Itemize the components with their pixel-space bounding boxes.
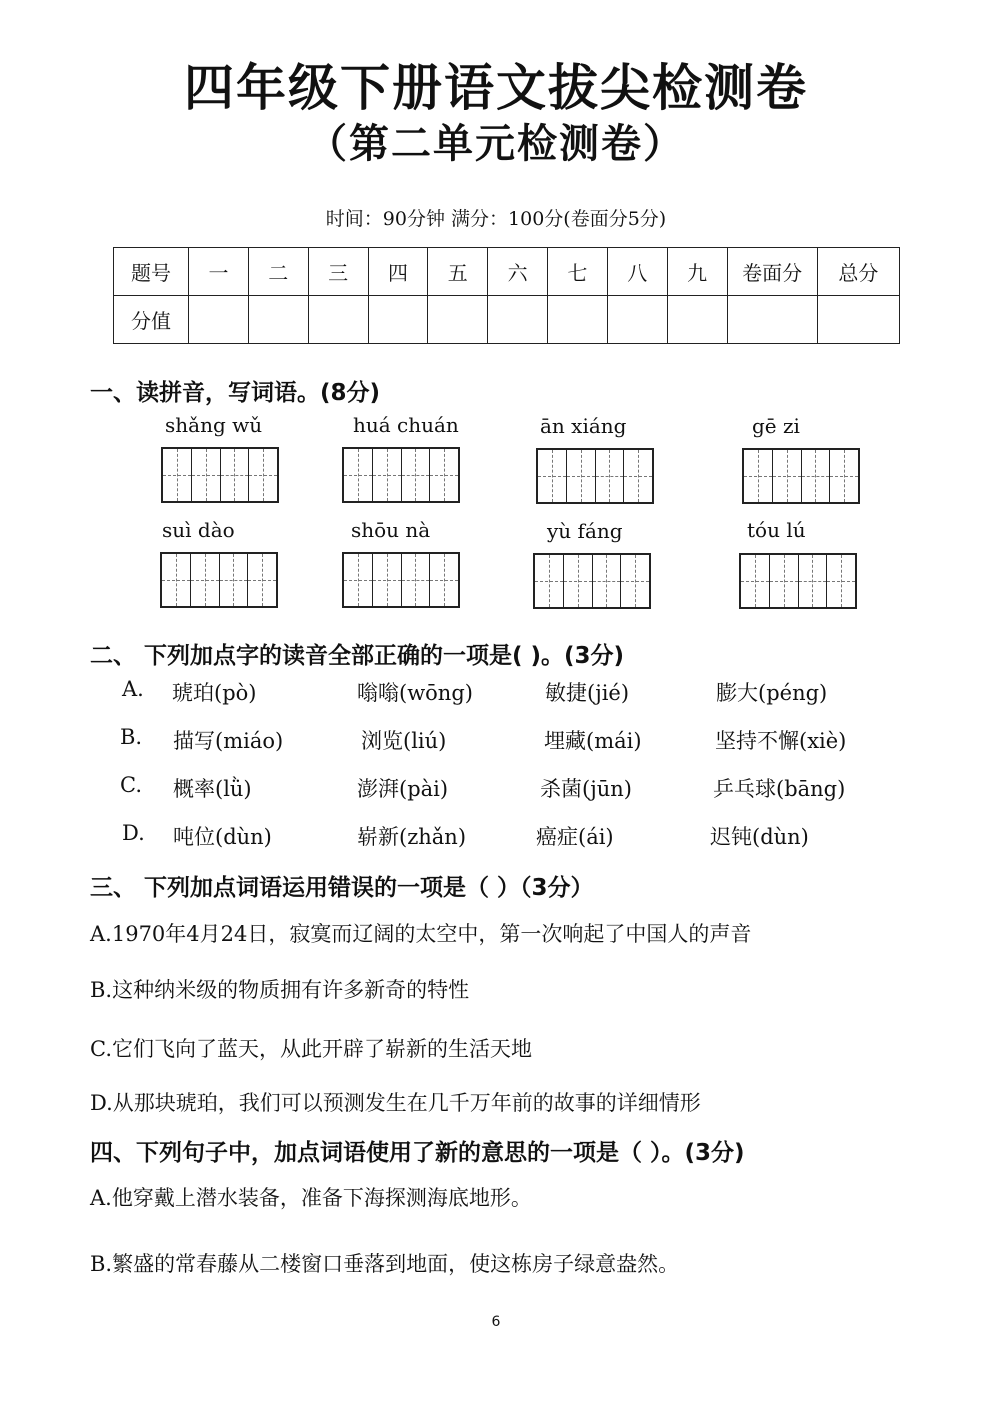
q1-heading: 一、读拼音，写词语。(8分) bbox=[90, 380, 381, 406]
score-table-col: 四 bbox=[368, 248, 428, 296]
score-table-header-row bbox=[114, 248, 900, 296]
q3-option: B.这种纳米级的物质拥有许多新奇的特性 bbox=[90, 978, 470, 1002]
q2-option-label: B. bbox=[120, 725, 143, 749]
q2-option-item: 敏捷(jié) bbox=[545, 681, 630, 705]
page-title: 四年级下册语文拔尖检测卷 bbox=[184, 59, 808, 117]
score-table-col: 六 bbox=[488, 248, 548, 296]
q2-option-item: 琥珀(pò) bbox=[172, 681, 257, 705]
score-table-col: 一 bbox=[189, 248, 249, 296]
q2-option-item: 嗡嗡(wōng) bbox=[357, 681, 473, 705]
score-cell[interactable] bbox=[548, 296, 608, 344]
q2-option-item: 崭新(zhǎn) bbox=[357, 825, 467, 849]
q2-option-item: 概率(lǜ) bbox=[173, 777, 252, 801]
score-table-col: 总分 bbox=[817, 248, 899, 296]
score-table-col: 八 bbox=[607, 248, 667, 296]
pinyin-label: yù fáng bbox=[547, 519, 623, 543]
score-table-col: 二 bbox=[248, 248, 308, 296]
score-cell[interactable] bbox=[727, 296, 817, 344]
q2-option-item: 澎湃(pài) bbox=[357, 777, 449, 801]
q2-option-label: A. bbox=[122, 677, 144, 701]
q2-option-item: 乒乓球(bāng) bbox=[713, 777, 846, 801]
page-subtitle: （第二单元检测卷） bbox=[307, 121, 685, 167]
writing-grid[interactable] bbox=[742, 448, 860, 504]
q3-option: A.1970年4月24日，寂寞而辽阔的太空中，第一次响起了中国人的声音 bbox=[90, 922, 752, 946]
score-table-col: 九 bbox=[667, 248, 727, 296]
page-number: 6 bbox=[491, 1314, 501, 1330]
score-cell[interactable] bbox=[189, 296, 249, 344]
q3-heading: 三、 下列加点词语运用错误的一项是（ ）（3分） bbox=[90, 875, 594, 901]
score-table-label: 分值 bbox=[114, 296, 189, 344]
score-cell[interactable] bbox=[607, 296, 667, 344]
score-table-label: 题号 bbox=[114, 248, 189, 296]
pinyin-label: shǎng wǔ bbox=[165, 413, 263, 437]
pinyin-label: suì dào bbox=[162, 518, 235, 542]
q2-option-item: 杀菌(jūn) bbox=[540, 777, 632, 801]
q2-option-label: C. bbox=[120, 773, 142, 797]
q2-option-item: 描写(miáo) bbox=[173, 729, 284, 753]
writing-grid[interactable] bbox=[342, 447, 460, 503]
writing-grid[interactable] bbox=[739, 553, 857, 609]
writing-grid[interactable] bbox=[161, 447, 279, 503]
score-table-value-row bbox=[114, 296, 900, 344]
score-table bbox=[113, 247, 900, 344]
pinyin-label: ān xiáng bbox=[540, 414, 627, 438]
score-cell[interactable] bbox=[248, 296, 308, 344]
q2-option-item: 埋藏(mái) bbox=[544, 729, 642, 753]
q2-heading: 二、 下列加点字的读音全部正确的一项是( )。(3分) bbox=[90, 643, 625, 669]
q4-option: B.繁盛的常春藤从二楼窗口垂落到地面，使这栋房子绿意盎然。 bbox=[90, 1252, 680, 1276]
score-cell[interactable] bbox=[667, 296, 727, 344]
score-cell[interactable] bbox=[428, 296, 488, 344]
q2-option-item: 浏览(liú) bbox=[361, 729, 447, 753]
score-cell[interactable] bbox=[488, 296, 548, 344]
q2-option-item: 癌症(ái) bbox=[536, 825, 614, 849]
exam-meta: 时间：90分钟 满分：100分(卷面分5分) bbox=[325, 208, 667, 230]
pinyin-label: gē zi bbox=[752, 414, 800, 438]
q3-option: C.它们飞向了蓝天，从此开辟了崭新的生活天地 bbox=[90, 1037, 532, 1061]
q2-option-label: D. bbox=[122, 821, 145, 845]
writing-grid[interactable] bbox=[342, 552, 460, 608]
score-cell[interactable] bbox=[368, 296, 428, 344]
writing-grid[interactable] bbox=[533, 553, 651, 609]
score-cell[interactable] bbox=[817, 296, 899, 344]
writing-grid[interactable] bbox=[160, 552, 278, 608]
writing-grid[interactable] bbox=[536, 448, 654, 504]
q2-option-item: 吨位(dùn) bbox=[173, 825, 272, 849]
pinyin-label: tóu lú bbox=[747, 518, 806, 542]
pinyin-label: huá chuán bbox=[353, 413, 459, 437]
q2-option-item: 坚持不懈(xiè) bbox=[715, 729, 847, 753]
q3-option: D.从那块琥珀，我们可以预测发生在几千万年前的故事的详细情形 bbox=[90, 1091, 701, 1115]
pinyin-label: shōu nà bbox=[351, 518, 431, 542]
score-table-col: 七 bbox=[548, 248, 608, 296]
q2-option-item: 迟钝(dùn) bbox=[710, 825, 809, 849]
q4-heading: 四、下列句子中，加点词语使用了新的意思的一项是（ ）。(3分) bbox=[90, 1140, 745, 1166]
score-table-col: 五 bbox=[428, 248, 488, 296]
score-table-col: 卷面分 bbox=[727, 248, 817, 296]
score-cell[interactable] bbox=[308, 296, 368, 344]
score-table-col: 三 bbox=[308, 248, 368, 296]
q4-option: A.他穿戴上潜水装备，准备下海探测海底地形。 bbox=[90, 1186, 532, 1210]
q2-option-item: 膨大(péng) bbox=[716, 681, 828, 705]
